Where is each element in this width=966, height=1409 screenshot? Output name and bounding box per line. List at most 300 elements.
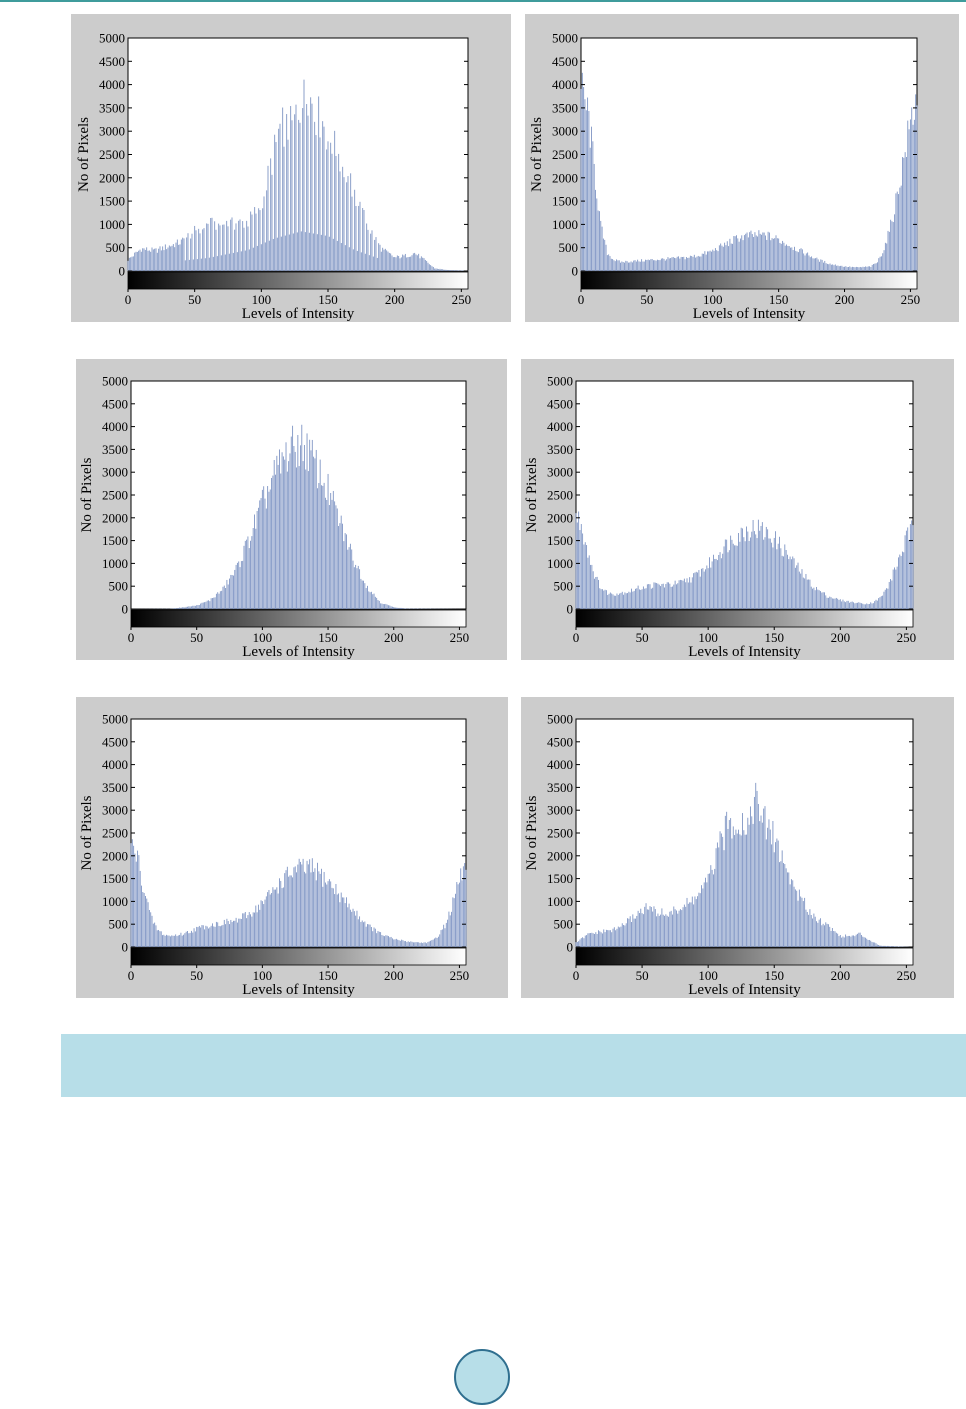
histogram-bar	[177, 240, 178, 271]
histogram-bar	[174, 247, 175, 271]
histogram-bar	[445, 270, 446, 271]
histogram-bar	[308, 116, 309, 271]
histogram-bar	[876, 263, 877, 271]
histogram-bar	[396, 257, 397, 271]
histogram-bar	[254, 515, 255, 609]
histogram-bar	[183, 607, 184, 609]
histogram-bar	[868, 604, 869, 609]
histogram-bar	[599, 931, 600, 947]
histogram-bar	[726, 540, 727, 609]
histogram-bar	[286, 114, 287, 271]
y-tick-label: 4000	[552, 77, 578, 93]
histogram-bar	[757, 538, 758, 609]
histogram-bar	[862, 937, 863, 947]
histogram-bar	[587, 558, 588, 609]
histogram-bar	[685, 907, 686, 947]
histogram-bar	[726, 812, 727, 947]
histogram-bar	[771, 543, 772, 609]
histogram-bar	[607, 930, 608, 947]
histogram-bar	[355, 916, 356, 947]
histogram-bar	[864, 267, 865, 271]
histogram-bar	[651, 589, 652, 609]
histogram-bar	[349, 547, 350, 609]
histogram-bar	[178, 608, 179, 609]
histogram-bar	[156, 248, 157, 271]
y-tick-label: 4500	[547, 396, 573, 412]
histogram-bar	[696, 572, 697, 609]
histogram-bar	[895, 570, 896, 609]
histogram-bar	[428, 263, 429, 271]
histogram-bar	[774, 238, 775, 271]
histogram-bar	[860, 933, 861, 947]
histogram-bar	[753, 824, 754, 947]
histogram-bar	[305, 873, 306, 947]
histogram-bar	[836, 266, 837, 271]
histogram-bar	[230, 575, 231, 609]
histogram-bar	[735, 545, 736, 609]
histogram-bar	[345, 245, 346, 271]
histogram-bar	[761, 816, 762, 947]
histogram-bar	[902, 157, 903, 271]
histogram-bar	[772, 238, 773, 271]
histogram-bar	[811, 256, 812, 271]
histogram-bar	[295, 452, 296, 609]
histogram-bar	[657, 260, 658, 271]
histogram-bar	[268, 492, 269, 609]
histogram-bar	[668, 582, 669, 609]
histogram-bar	[367, 586, 368, 609]
histogram-bar	[636, 916, 637, 947]
histogram-bar	[618, 595, 619, 609]
histogram-bar	[887, 589, 888, 609]
histogram-bar	[639, 913, 640, 947]
y-tick-label: 2500	[552, 147, 578, 162]
histogram-bar	[250, 541, 251, 609]
histogram-bar	[773, 239, 774, 271]
x-tick-label: 150	[768, 292, 789, 307]
histogram-bar	[894, 946, 895, 947]
y-axis-label: No of Pixels	[529, 117, 545, 192]
histogram-bar	[722, 837, 723, 947]
histogram-bar	[861, 267, 862, 271]
histogram-bar	[460, 868, 461, 947]
histogram-bar	[783, 863, 784, 947]
histogram-bar	[166, 935, 167, 947]
histogram-bar	[132, 257, 133, 271]
y-tick-label: 0	[571, 263, 578, 279]
histogram-bar	[180, 244, 181, 271]
y-tick-label: 2000	[102, 510, 128, 526]
histogram-bar	[222, 225, 223, 271]
histogram-bar	[251, 917, 252, 947]
histogram-bar	[784, 544, 785, 609]
y-tick-label: 1500	[552, 193, 578, 209]
histogram-bar	[743, 830, 744, 947]
histogram-bar	[654, 582, 655, 609]
histogram-bar	[353, 249, 354, 271]
histogram-bar	[656, 261, 657, 271]
histogram-bar	[798, 901, 799, 947]
histogram-bar	[371, 592, 372, 609]
histogram-bar	[396, 939, 397, 947]
histogram-bar	[247, 536, 248, 609]
histogram-bar	[630, 916, 631, 947]
histogram-bar	[779, 537, 780, 609]
histogram-bar	[199, 605, 200, 609]
histogram-bar	[460, 270, 461, 271]
histogram-bar	[288, 140, 289, 271]
histogram-bar	[187, 931, 188, 947]
y-tick-label: 1000	[102, 555, 128, 571]
histogram-bar	[148, 251, 149, 271]
histogram-bar	[765, 235, 766, 271]
histogram-bar	[802, 898, 803, 947]
histogram-bar	[720, 831, 721, 947]
histogram-bar	[611, 594, 612, 609]
histogram-bar	[700, 577, 701, 609]
histogram-bar	[642, 913, 643, 947]
histogram-bar	[792, 880, 793, 947]
histogram-bar	[610, 930, 611, 947]
histogram-bar	[595, 190, 596, 271]
histogram-bar	[738, 533, 739, 609]
histogram-bar	[246, 221, 247, 271]
x-tick-label: 200	[383, 968, 404, 983]
histogram-bar	[205, 602, 206, 609]
histogram-bar	[233, 921, 234, 947]
histogram-bar	[839, 600, 840, 609]
histogram-bar	[583, 544, 584, 609]
histogram-bar	[250, 212, 251, 271]
histogram-bar	[418, 942, 419, 947]
histogram-bar	[216, 230, 217, 271]
histogram-bar	[917, 105, 918, 271]
histogram-bar	[289, 235, 290, 271]
histogram-bar	[640, 590, 641, 609]
histogram-bar	[617, 260, 618, 271]
histogram-bar	[195, 931, 196, 947]
histogram-bar	[776, 549, 777, 609]
histogram-bar	[664, 587, 665, 609]
x-tick-label: 150	[318, 630, 338, 645]
page-number-badge	[454, 1349, 510, 1405]
histogram-bar	[868, 266, 869, 271]
histogram-bar	[881, 256, 882, 271]
histogram-bar	[738, 830, 739, 947]
histogram-bar	[788, 872, 789, 947]
histogram-bar	[676, 910, 677, 947]
histogram-bar	[640, 262, 641, 271]
histogram-bar	[677, 257, 678, 271]
histogram-bar	[438, 269, 439, 271]
histogram-bar	[733, 826, 734, 947]
histogram-bar	[886, 588, 887, 609]
histogram-bar	[224, 586, 225, 609]
histogram-bar	[780, 548, 781, 609]
y-tick-label: 4500	[547, 734, 573, 750]
histogram-bar	[414, 253, 415, 271]
histogram-bar	[226, 221, 227, 271]
histogram-bar	[201, 925, 202, 947]
histogram-bar	[280, 124, 281, 271]
histogram-bar	[751, 532, 752, 609]
histogram-bar	[708, 251, 709, 271]
histogram-bar	[174, 936, 175, 947]
histogram-bar	[858, 933, 859, 947]
histogram-bar	[698, 256, 699, 271]
grayscale-colorbar	[576, 948, 913, 965]
histogram-bar	[789, 246, 790, 271]
histogram-bar	[281, 237, 282, 271]
histogram-bar	[770, 830, 771, 947]
x-axis-label: Levels of Intensity	[241, 306, 355, 322]
histogram-bar	[891, 581, 892, 609]
histogram-bar	[876, 943, 877, 947]
histogram-bar	[853, 935, 854, 947]
histogram-bar	[229, 924, 230, 947]
histogram-bar	[882, 596, 883, 609]
histogram-bar	[183, 935, 184, 947]
histogram-bar	[617, 594, 618, 609]
histogram-bar	[775, 842, 776, 947]
histogram-bar	[195, 606, 196, 609]
histogram-bar	[245, 251, 246, 271]
histogram-bar	[417, 255, 418, 271]
histogram-bar	[837, 266, 838, 271]
histogram-panel-3	[76, 359, 507, 660]
histogram-bar	[709, 873, 710, 947]
histogram-bar	[677, 583, 678, 609]
histogram-bar	[217, 922, 218, 947]
histogram-bar	[749, 825, 750, 947]
histogram-bar	[624, 925, 625, 947]
histogram-bar	[270, 895, 271, 947]
histogram-bar	[887, 946, 888, 947]
histogram-bar	[779, 862, 780, 947]
histogram-bar	[854, 936, 855, 947]
histogram-bar	[902, 552, 903, 609]
histogram-bar	[311, 450, 312, 609]
histogram-bar	[257, 246, 258, 271]
histogram-bar	[910, 119, 911, 271]
histogram-bar	[660, 586, 661, 609]
histogram-bar	[317, 234, 318, 271]
histogram-bar	[173, 936, 174, 947]
y-tick-label: 0	[118, 263, 125, 279]
y-tick-label: 3000	[552, 123, 578, 139]
histogram-bar	[346, 897, 347, 947]
histogram-bar	[174, 608, 175, 609]
histogram-bar	[439, 934, 440, 947]
histogram-bar	[296, 105, 297, 271]
histogram-bar	[342, 167, 343, 271]
histogram-bar	[337, 508, 338, 609]
histogram-bar	[221, 255, 222, 271]
y-tick-label: 4500	[102, 396, 128, 412]
histogram-bar	[262, 208, 263, 271]
histogram-bar	[262, 901, 263, 947]
histogram-bar	[721, 558, 722, 609]
y-tick-label: 3000	[547, 464, 573, 480]
histogram-bar	[131, 843, 132, 947]
histogram-bar	[317, 488, 318, 609]
histogram-bar	[803, 578, 804, 609]
histogram-bar	[684, 905, 685, 947]
histogram-bar	[766, 839, 767, 947]
histogram-bar	[816, 258, 817, 271]
histogram-bar	[338, 893, 339, 947]
histogram-bar	[803, 901, 804, 947]
histogram-bar	[768, 538, 769, 609]
histogram-bar	[128, 261, 129, 271]
histogram-bar	[240, 567, 241, 609]
histogram-bar	[741, 528, 742, 609]
histogram-bar	[399, 608, 400, 609]
histogram-bar	[282, 108, 283, 271]
histogram-bar	[358, 566, 359, 609]
histogram-bar	[300, 445, 301, 609]
histogram-bar	[401, 940, 402, 947]
histogram-bar	[293, 233, 294, 271]
histogram-bar	[671, 911, 672, 947]
histogram-bar	[682, 257, 683, 271]
histogram-bar	[433, 940, 434, 947]
histogram-bar	[387, 936, 388, 947]
histogram-bar	[137, 252, 138, 271]
histogram-bar	[720, 244, 721, 271]
y-tick-label: 3500	[552, 100, 578, 116]
x-tick-label: 50	[640, 292, 654, 307]
histogram-bar	[304, 872, 305, 947]
histogram-bar	[297, 435, 298, 609]
histogram-bar	[342, 524, 343, 609]
histogram-bar	[326, 149, 327, 271]
histogram-bar	[258, 905, 259, 947]
histogram-bar	[249, 548, 250, 609]
histogram-bar	[165, 244, 166, 271]
histogram-bar	[221, 591, 222, 609]
histogram-bar	[432, 266, 433, 271]
plot-area	[581, 38, 917, 271]
histogram-bar	[317, 863, 318, 947]
histogram-bar	[803, 254, 804, 271]
histogram-bar	[295, 866, 296, 947]
histogram-bar	[894, 214, 895, 271]
histogram-bar	[662, 258, 663, 271]
histogram-bar	[675, 909, 676, 947]
histogram-bar	[685, 259, 686, 271]
histogram-bar	[443, 925, 444, 947]
y-tick-label: 2500	[99, 147, 125, 162]
histogram-bar	[911, 520, 912, 609]
histogram-bar	[421, 256, 422, 271]
histogram-bar	[211, 598, 212, 609]
histogram-bar	[697, 257, 698, 271]
histogram-bar	[405, 941, 406, 947]
histogram-bar	[577, 942, 578, 947]
histogram-bar	[196, 230, 197, 271]
histogram-bar	[901, 556, 902, 609]
histogram-bar	[244, 546, 245, 609]
histogram-bar	[380, 245, 381, 271]
histogram-bar	[710, 568, 711, 609]
histogram-bar	[320, 137, 321, 271]
histogram-bar	[585, 99, 586, 271]
histogram-bar	[383, 936, 384, 947]
histogram-bar	[426, 261, 427, 271]
histogram-bar	[187, 607, 188, 609]
histogram-bar	[391, 937, 392, 947]
histogram-bar	[274, 135, 275, 271]
y-axis-label: No of Pixels	[76, 117, 92, 192]
histogram-bar	[186, 237, 187, 271]
histogram-bar	[372, 594, 373, 609]
histogram-bar	[758, 804, 759, 947]
histogram-bar	[402, 940, 403, 947]
histogram-bar	[806, 253, 807, 271]
histogram-bar	[609, 930, 610, 947]
histogram-bar	[650, 584, 651, 609]
histogram-bar	[442, 929, 443, 947]
histogram-bar	[188, 933, 189, 947]
histogram-bar	[856, 935, 857, 947]
histogram-bar	[790, 557, 791, 609]
histogram-bar	[708, 568, 709, 609]
histogram-bar	[712, 870, 713, 947]
histogram-bar	[753, 237, 754, 271]
histogram-bar	[693, 904, 694, 947]
histogram-bar	[275, 475, 276, 609]
histogram-bar	[285, 236, 286, 271]
y-tick-label: 4000	[547, 757, 573, 773]
histogram-bar	[817, 590, 818, 609]
histogram-bar	[698, 570, 699, 609]
histogram-bar	[405, 608, 406, 609]
histogram-bar	[615, 596, 616, 609]
histogram-bar	[729, 550, 730, 609]
histogram-bar	[808, 915, 809, 947]
histogram-bar	[320, 874, 321, 947]
histogram-bar	[324, 872, 325, 947]
histogram-bar	[188, 233, 189, 271]
histogram-bar	[668, 257, 669, 271]
histogram-bar	[598, 580, 599, 609]
histogram-bar	[329, 237, 330, 271]
histogram-bar	[341, 243, 342, 271]
histogram-bar	[596, 198, 597, 271]
histogram-bar	[280, 474, 281, 609]
histogram-bar	[263, 904, 264, 947]
y-tick-label: 3500	[102, 779, 128, 795]
histogram-bar	[854, 603, 855, 609]
histogram-bar	[731, 540, 732, 609]
histogram-bar	[159, 931, 160, 947]
histogram-bar	[271, 893, 272, 947]
histogram-bar	[834, 265, 835, 271]
histogram-bar	[827, 264, 828, 271]
histogram-bar	[669, 584, 670, 609]
histogram-bar	[860, 603, 861, 609]
histogram-bar	[702, 254, 703, 271]
histogram-bar	[718, 847, 719, 947]
x-tick-label: 200	[383, 630, 404, 645]
histogram-bar	[788, 559, 789, 609]
histogram-bar	[797, 251, 798, 271]
histogram-bar	[864, 604, 865, 609]
histogram-bar	[590, 933, 591, 947]
histogram-bar	[431, 940, 432, 947]
histogram-bar	[297, 865, 298, 947]
